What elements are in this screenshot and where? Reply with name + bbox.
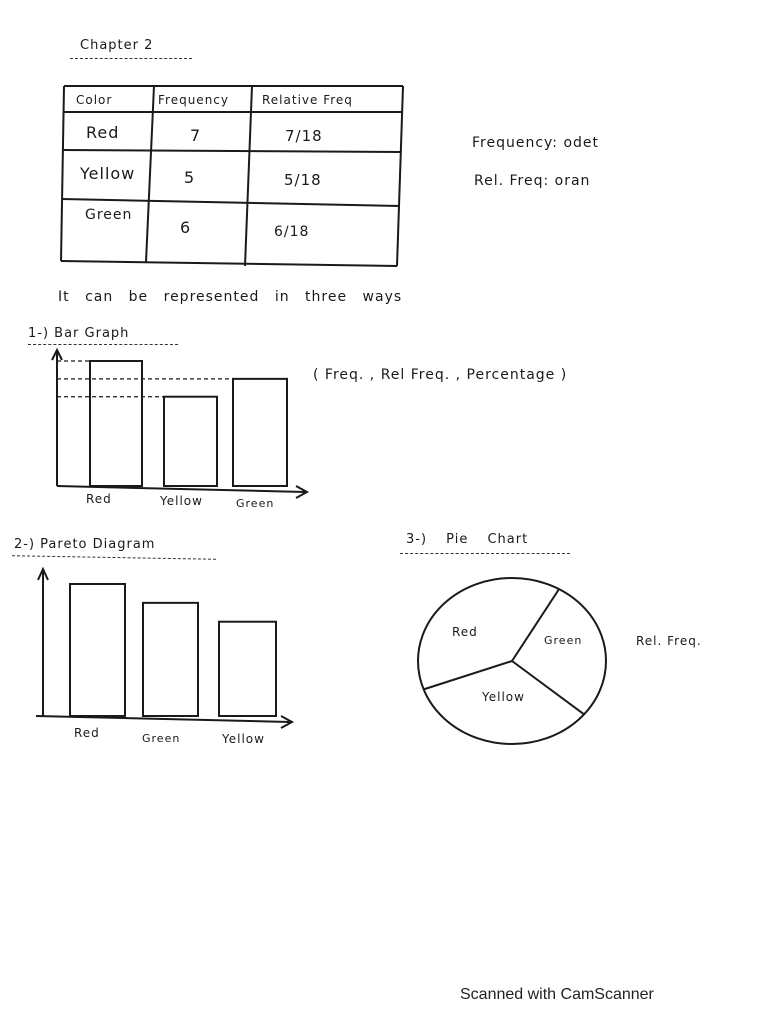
table-header-frequency: Frequency — [158, 93, 229, 107]
table-header-relative-freq: Relative Freq — [262, 93, 353, 107]
table-header-color: Color — [76, 93, 113, 107]
scanner-watermark: Scanned with CamScanner — [460, 986, 654, 1003]
pie-heading: 3-) Pie Chart — [406, 532, 529, 547]
pie-slice-boundary-yellow — [512, 661, 584, 714]
table-cell-color-green: Green — [85, 207, 133, 223]
pareto-heading: 2-) Pareto Diagram — [14, 537, 156, 552]
table-cell-frequency-yellow: 5 — [184, 168, 196, 187]
pie-label-red: Red — [452, 625, 478, 639]
pareto-label-yellow: Yellow — [222, 732, 265, 746]
table-cell-relative-red: 7/18 — [285, 127, 323, 145]
bar-graph-label-red: Red — [86, 492, 112, 506]
table-cell-color-red: Red — [86, 123, 120, 142]
table-cell-color-yellow: Yellow — [80, 164, 136, 183]
pareto-label-red: Red — [74, 726, 100, 740]
bar-graph-heading: 1-) Bar Graph — [28, 326, 130, 341]
intro-line: It can be represented in three ways — [58, 289, 403, 305]
bar-graph-label-yellow: Yellow — [160, 494, 203, 508]
note-frequency: Frequency: odet — [472, 135, 600, 151]
chapter-title: Chapter 2 — [80, 38, 154, 53]
bar-graph-label-green: Green — [236, 497, 275, 510]
table-cell-frequency-green: 6 — [180, 218, 192, 237]
note-rel-freq: Rel. Freq: oran — [474, 173, 591, 189]
pie-side-note: Rel. Freq. — [636, 634, 702, 648]
pie-label-green: Green — [544, 634, 583, 647]
pie-label-yellow: Yellow — [482, 690, 525, 704]
pie-slice-boundary-red — [512, 589, 559, 661]
table-cell-frequency-red: 7 — [190, 126, 202, 145]
pareto-label-green: Green — [142, 732, 181, 745]
pie-slice-boundary-green — [424, 661, 512, 689]
bar-graph-options-note: ( Freq. , Rel Freq. , Percentage ) — [313, 367, 568, 383]
table-cell-relative-green: 6/18 — [274, 224, 310, 240]
table-cell-relative-yellow: 5/18 — [284, 171, 322, 189]
